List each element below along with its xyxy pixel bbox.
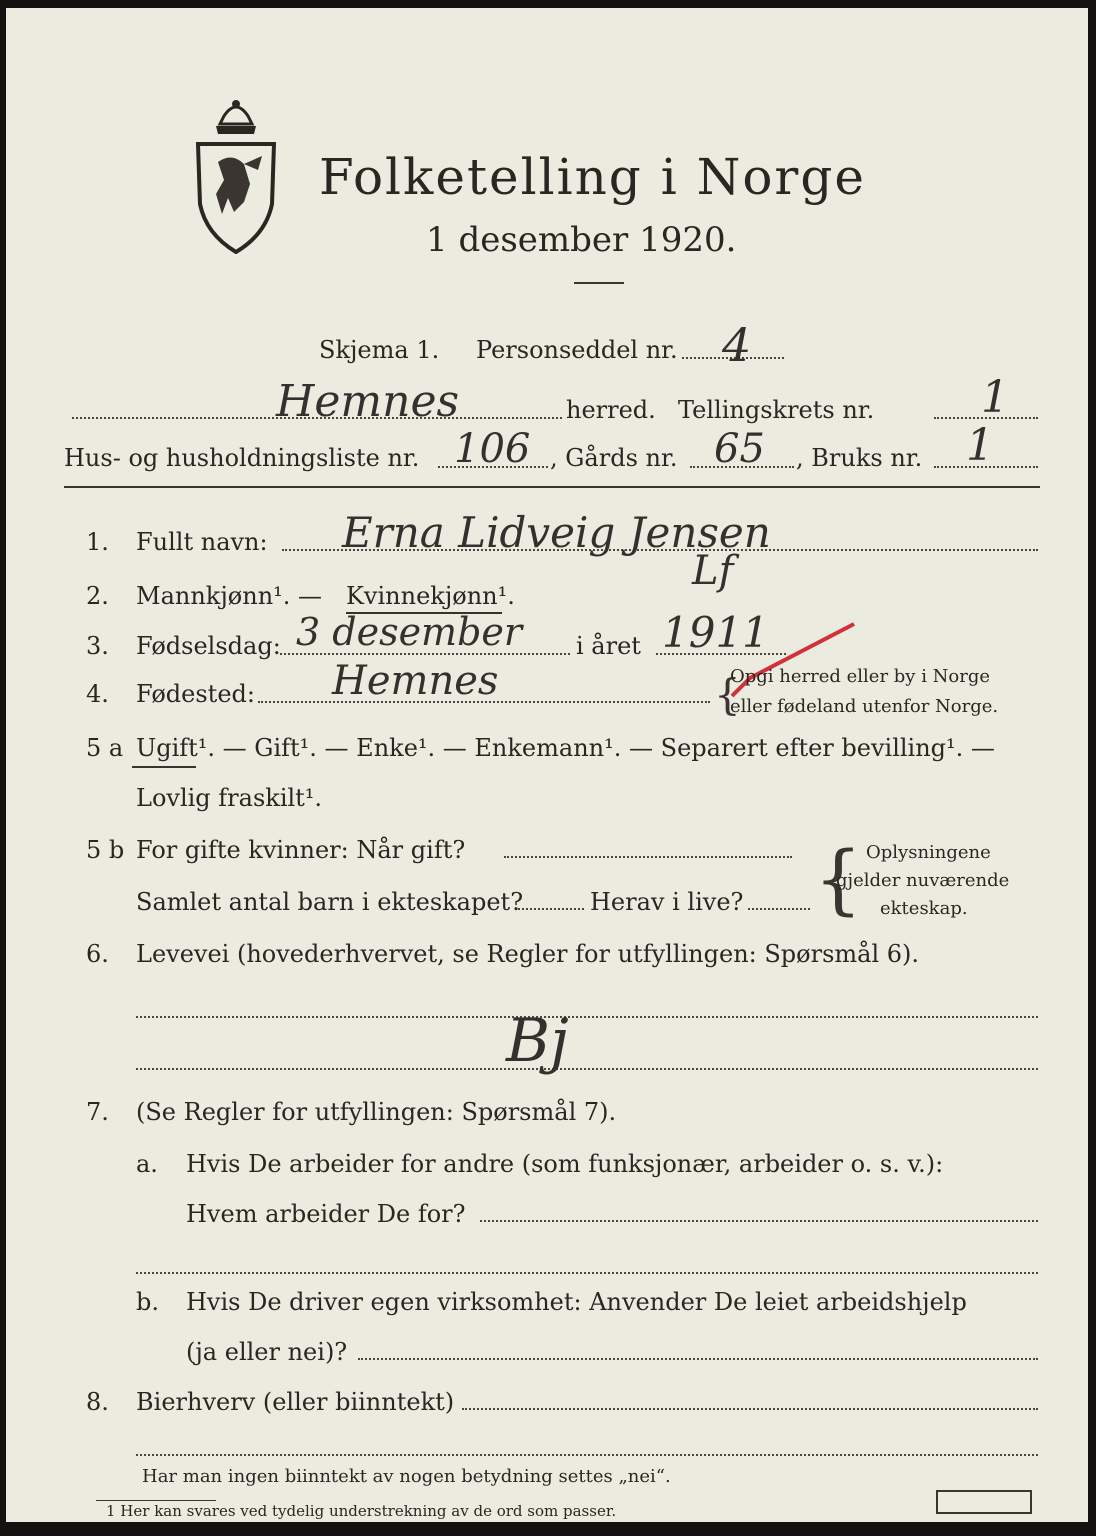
q5b-note-line1: Oplysningene (866, 842, 991, 863)
bruks-label: , Bruks nr. (796, 444, 923, 472)
q8-label: Bierhverv (eller biinntekt) (136, 1388, 455, 1416)
q3-birth-day[interactable]: 3 desember (296, 610, 523, 654)
personseddel-value[interactable]: 4 (722, 318, 752, 372)
census-form (6, 8, 1088, 1522)
q2-number: 2. (86, 582, 109, 610)
q5a-selected-underline (132, 766, 196, 768)
q1-full-name[interactable]: Erna Lidveig Jensen (342, 508, 771, 557)
q7b-yesno-field[interactable] (358, 1358, 1038, 1360)
q5a-options[interactable]: Ugift¹. — Gift¹. — Enke¹. — Enkemann¹. — Separert efter bevilling¹. — (136, 734, 995, 762)
gards-value[interactable]: 65 (714, 426, 765, 472)
q5a-number: 5 a (86, 734, 124, 762)
q7b-yesno-label: (ja eller nei)? (186, 1338, 348, 1366)
footnote: 1 Her kan svares ved tydelig understrekning av de ord som passer. (106, 1502, 617, 1520)
nei-note: Har man ingen biinntekt av nogen betydning settes „nei“. (142, 1466, 671, 1487)
q7a-employer-field[interactable] (480, 1220, 1038, 1222)
title-divider (574, 282, 624, 284)
personseddel-label: Personseddel nr. (476, 336, 678, 364)
q5b-note-line2: gjelder nuværende (836, 870, 1010, 891)
q1-number: 1. (86, 528, 109, 556)
q3-number: 3. (86, 632, 109, 660)
q7b-text: Hvis De driver egen virksomhet: Anvender De leiet arbeidshjelp (186, 1288, 967, 1316)
q2-male-option[interactable]: Mannkjønn¹. — (136, 582, 323, 610)
q7-label: (Se Regler for utfyllingen: Spørsmål 7). (136, 1098, 617, 1126)
q1-label: Fullt navn: (136, 528, 268, 556)
q7-number: 7. (86, 1098, 109, 1126)
q6-number: 6. (86, 940, 109, 968)
q5a-options-cont[interactable]: Lovlig fraskilt¹. (136, 784, 323, 812)
q5b-married-label: For gifte kvinner: Når gift? (136, 836, 466, 864)
q6-occupation-mark[interactable]: Bj (506, 1006, 569, 1076)
tellingskrets-label: Tellingskrets nr. (678, 396, 875, 424)
q7a-letter: a. (136, 1150, 158, 1178)
q7a-employer-label: Hvem arbeider De for? (186, 1200, 466, 1228)
census-date: 1 desember 1920. (426, 220, 737, 260)
q8-number: 8. (86, 1388, 109, 1416)
hus-value[interactable]: 106 (454, 426, 531, 472)
q4-number: 4. (86, 680, 109, 708)
red-check-mark-icon (722, 616, 862, 706)
q2-female-option[interactable]: Kvinnekjønn¹. (346, 582, 515, 610)
q5b-number: 5 b (86, 836, 125, 864)
q5b-alive-label: Herav i live? (590, 888, 744, 916)
q5b-note-line3: ekteskap. (880, 898, 968, 919)
header-rule (64, 486, 1040, 488)
printer-stamp (936, 1490, 1032, 1514)
q7b-letter: b. (136, 1288, 159, 1316)
q4-note-brace: { (714, 670, 741, 719)
schema-label: Skjema 1. (319, 336, 440, 364)
q6-label: Levevei (hovederhvervet, se Regler for utfyllingen: Spørsmål 6). (136, 940, 920, 968)
q3-year-label: i året (576, 632, 641, 660)
hus-label: Hus- og husholdningsliste nr. (64, 444, 420, 472)
herred-label: herred. (566, 396, 656, 424)
q3-label: Fødselsdag: (136, 632, 281, 660)
herred-value[interactable]: Hemnes (276, 376, 460, 427)
q4-note-line1: Opgi herred eller by i Norge (730, 666, 991, 687)
q5b-children-label: Samlet antal barn i ekteskapet? (136, 888, 524, 916)
tellingskrets-value[interactable]: 1 (981, 372, 1009, 423)
coat-of-arms-icon (186, 94, 286, 254)
gards-label: , Gårds nr. (550, 444, 678, 472)
q5b-note-brace: { (814, 834, 863, 923)
q4-birthplace[interactable]: Hemnes (332, 658, 499, 704)
q7a-text: Hvis De arbeider for andre (som funksjonær, arbeider o. s. v.): (186, 1150, 944, 1178)
q4-label: Fødested: (136, 680, 255, 708)
q8-field[interactable] (462, 1408, 1038, 1410)
q3-birth-year[interactable]: 1911 (662, 608, 769, 657)
q1-control-mark: Lf (692, 548, 734, 594)
q4-note-line2: eller fødeland utenfor Norge. (730, 696, 999, 717)
bruks-value[interactable]: 1 (966, 420, 994, 471)
form-title: Folketelling i Norge (319, 148, 866, 206)
